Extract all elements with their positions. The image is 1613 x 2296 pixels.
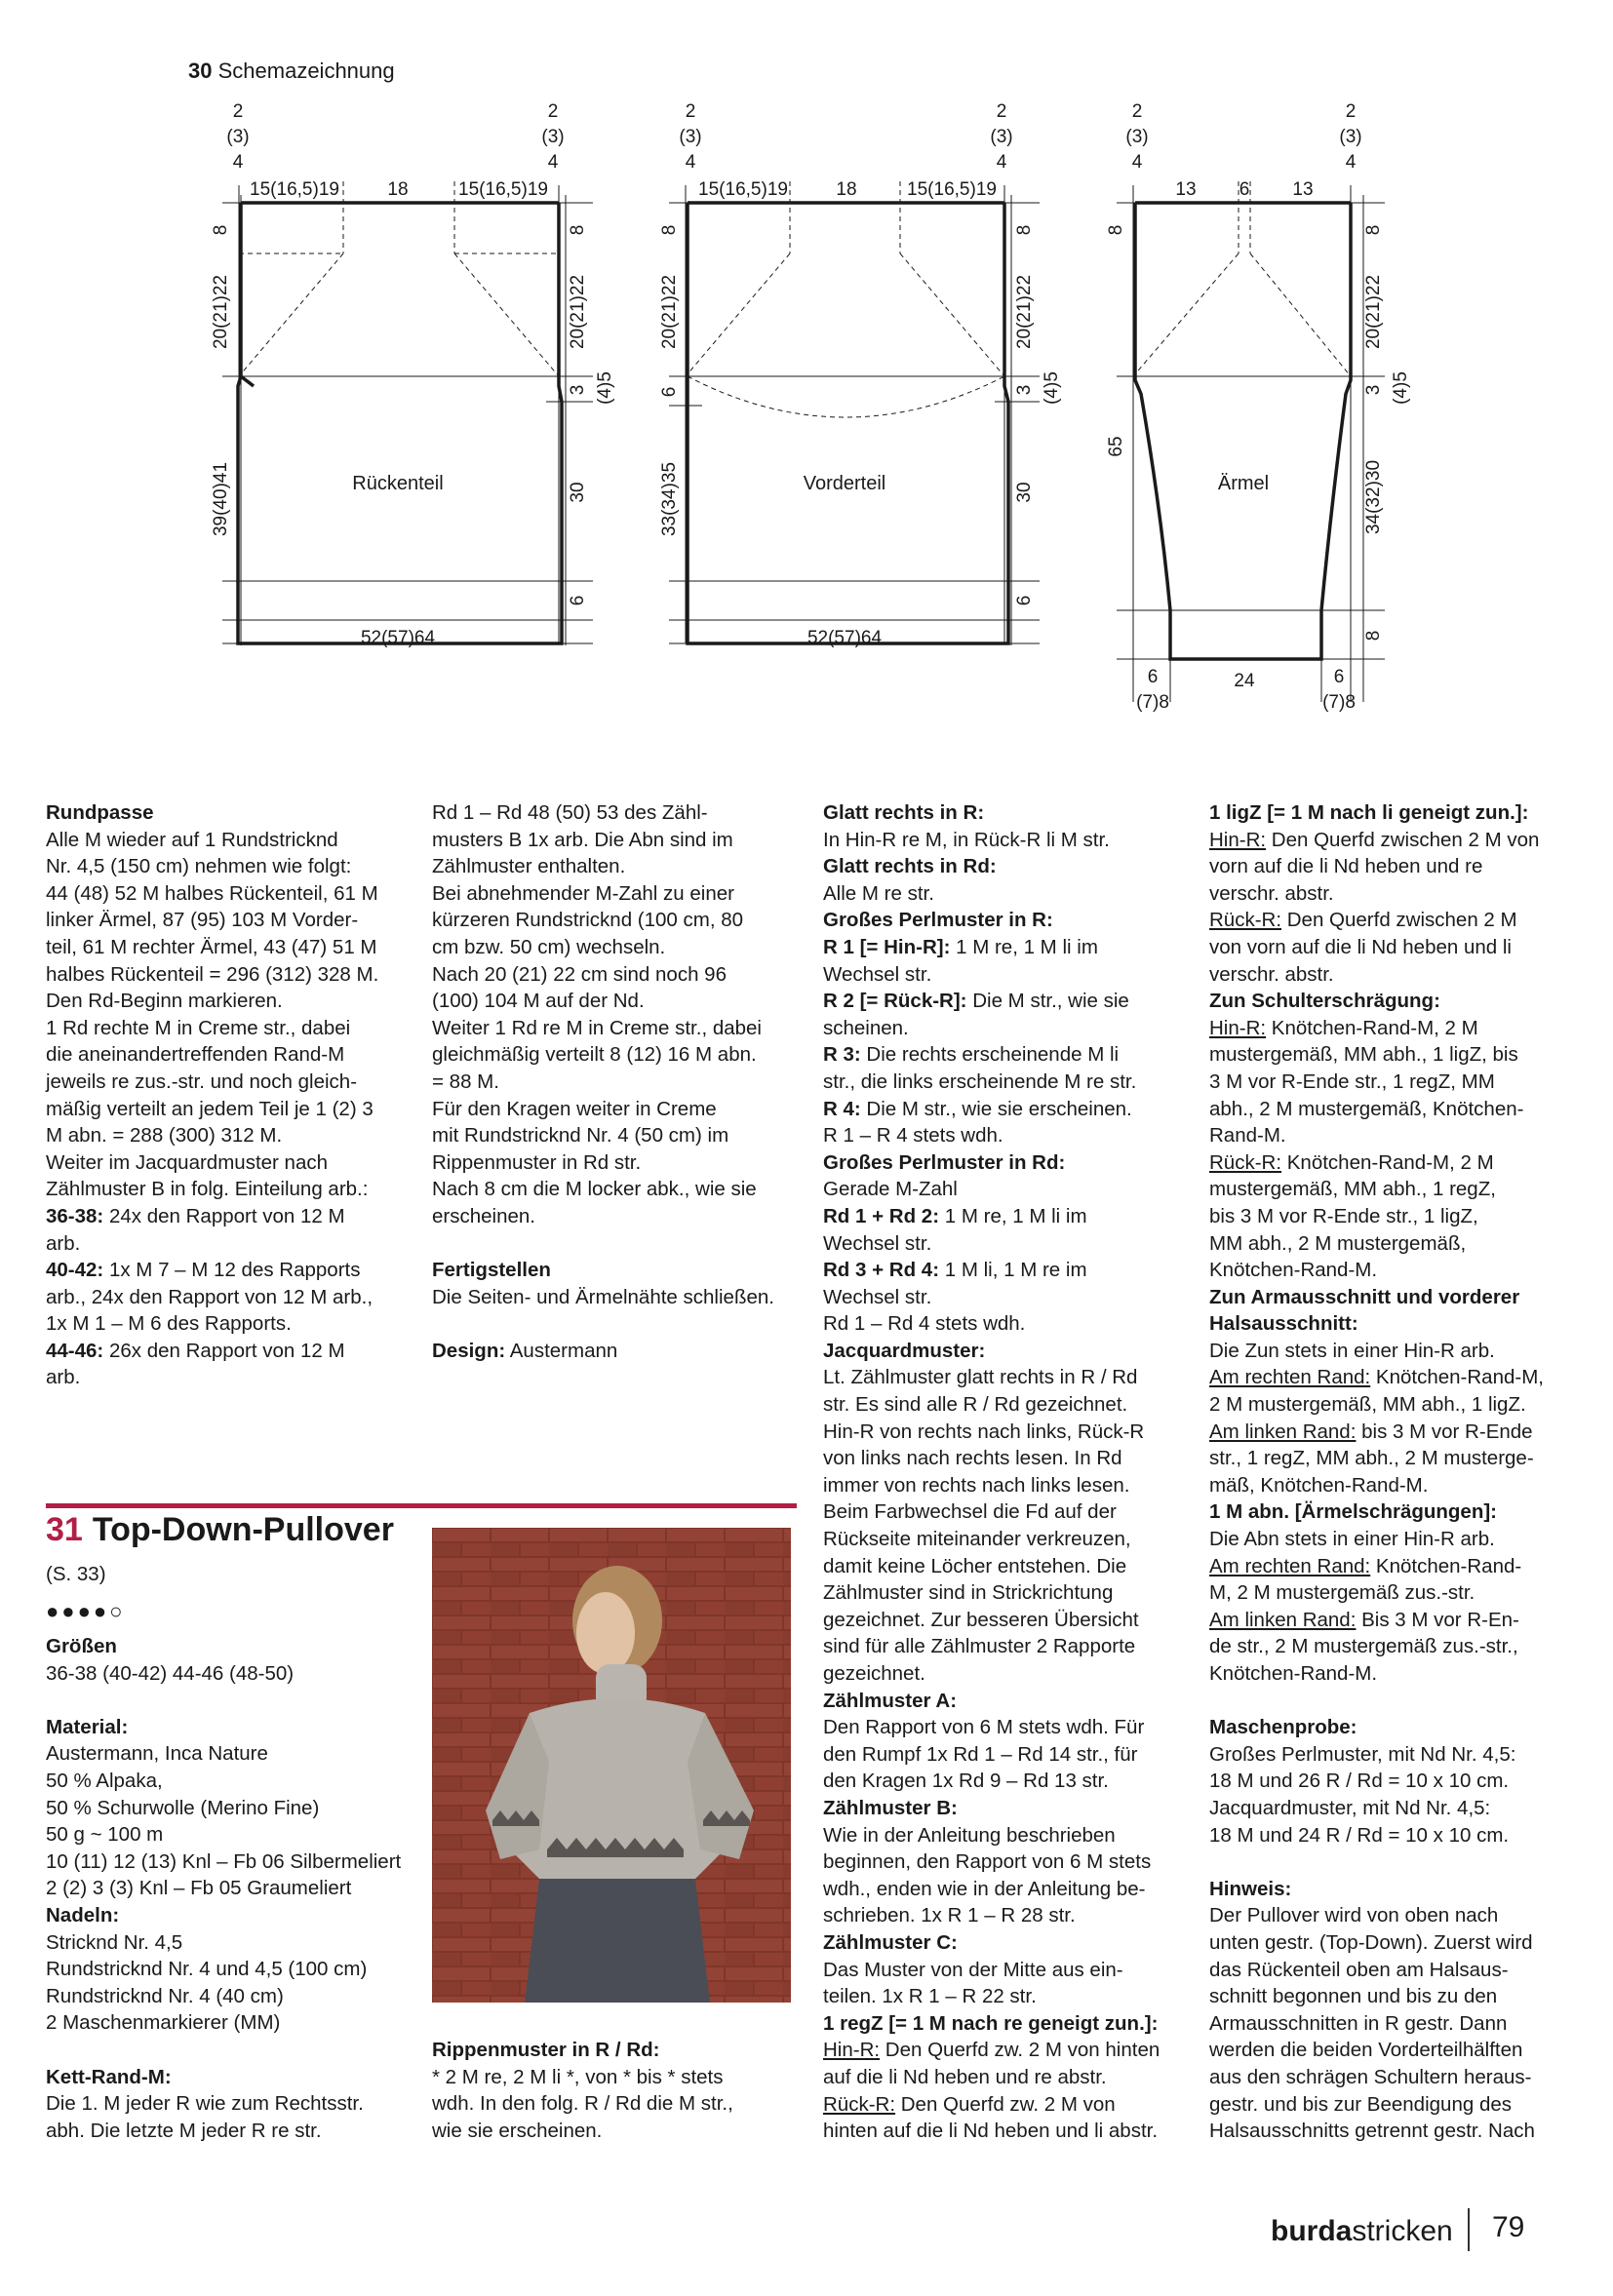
col1-line: arb. (46, 1366, 81, 1389)
back-top-right-4: 4 (547, 152, 559, 173)
material-line: 50 % Alpaka, (46, 1769, 163, 1792)
col2-line: Bei abnehmender M-Zahl zu einer (432, 881, 734, 905)
front-top-dim-2: 18 (836, 179, 857, 200)
col1-line: 1x M 1 – M 6 des Rapports. (46, 1312, 292, 1336)
zaehlmuster-b-line: Wie in der Anleitung beschrieben (823, 1823, 1116, 1847)
front-left-33-35: 33(34)35 (659, 461, 680, 537)
maschenprobe-line: Großes Perlmuster, mit Nd Nr. 4,5: (1209, 1742, 1516, 1766)
back-right-20-22: 20(21)22 (568, 274, 588, 350)
armausschnitt-left: Am linken Rand: bis 3 M vor R-Ende (1209, 1420, 1533, 1443)
armausschnitt-right-cont: 2 M mustergemäß, MM abh., 1 ligZ. (1209, 1393, 1526, 1417)
sleeve-bottom-mid-24: 24 (1234, 671, 1255, 691)
hinweis-line: schnitt begonnen und bis zu den (1209, 1985, 1498, 2008)
abnahme-right-cont: M, 2 M mustergemäß zus.-str. (1209, 1581, 1475, 1605)
sleeve-bottom-right-6: 6 (1333, 667, 1345, 687)
sleeve-left-65: 65 (1106, 436, 1126, 457)
col2-line: erscheinen. (432, 1204, 535, 1227)
hinweis-heading: Hinweis: (1209, 1877, 1292, 1900)
ligz-hin-cont: vorn auf die li Nd heben und re (1209, 855, 1483, 878)
page-number: 79 (1492, 2211, 1525, 2243)
col1-line: Den Rd-Beginn markieren. (46, 990, 283, 1013)
sleeve-top-right-2: 2 (1345, 101, 1357, 122)
groessen-text: 36-38 (40-42) 44-46 (48-50) (46, 1661, 295, 1685)
material-line: 2 (2) 3 (3) Knl – Fb 05 Graumeliert (46, 1877, 352, 1900)
column-4 (1209, 799, 1575, 2145)
sleeve-diagram (1117, 181, 1385, 702)
col2-line: Rd 1 – Rd 48 (50) 53 des Zähl- (432, 801, 708, 824)
front-top-right-2: 2 (996, 101, 1007, 122)
pattern-title (46, 1511, 394, 1549)
col2-line: Weiter 1 Rd re M in Creme str., dabei (432, 1016, 762, 1039)
col1-line: die aneinandertreffenden Rand-M (46, 1043, 345, 1067)
front-right-3: 3 (1014, 384, 1035, 396)
zaehlmuster-b-line: wdh., enden wie in der Anleitung be- (823, 1877, 1146, 1900)
material-line: 50 % Schurwolle (Merino Fine) (46, 1796, 320, 1819)
material-line: 50 g ~ 100 m (46, 1823, 164, 1847)
glatt-r-text: In Hin-R re M, in Rück-R li M str. (823, 828, 1110, 851)
zaehlmuster-b-heading: Zählmuster B: (823, 1796, 958, 1819)
hinweis-line: gestr. und bis zur Beendigung des (1209, 2092, 1512, 2116)
front-panel-diagram (669, 181, 1040, 645)
jacquard-line: von links nach rechts lesen. In Rd (823, 1447, 1122, 1470)
jacquard-line: Zählmuster sind in Strickrichtung (823, 1581, 1114, 1605)
magazine-brand: burdastricken (1271, 2215, 1453, 2247)
jacquard-line: Lt. Zählmuster glatt rechts in R / Rd (823, 1366, 1138, 1389)
armausschnitt-text: Die Zun stets in einer Hin-R arb. (1209, 1339, 1495, 1362)
rippenmuster-line: wie sie erscheinen. (432, 2119, 603, 2142)
schulter-hin-cont: abh., 2 M mustergemäß, Knötchen- (1209, 1097, 1524, 1120)
armausschnitt-left-cont: mäß, Knötchen-Rand-M. (1209, 1473, 1429, 1497)
armausschnitt-right: Am rechten Rand: Knötchen-Rand-M, (1209, 1366, 1544, 1389)
col2-line: Nach 20 (21) 22 cm sind noch 96 (432, 962, 727, 986)
regz-rueck: Rück-R: Den Querfd zw. 2 M von (823, 2092, 1116, 2116)
sleeve-top-dim-3: 13 (1292, 179, 1314, 200)
front-left-8: 8 (659, 224, 680, 236)
sleeve-right-20-22: 20(21)22 (1363, 274, 1384, 350)
column-3 (823, 799, 1189, 2145)
perl-r3-cont: str., die links erscheinende M re str. (823, 1070, 1137, 1093)
maschenprobe-heading: Maschenprobe: (1209, 1716, 1357, 1739)
nadeln-heading: Nadeln: (46, 1903, 120, 1926)
schulter-rueck: Rück-R: Knötchen-Rand-M, 2 M (1209, 1150, 1494, 1174)
perl-rd-heading: Großes Perlmuster in Rd: (823, 1150, 1066, 1174)
sleeve-top-right-3: (3) (1339, 127, 1362, 147)
back-left-8: 8 (211, 224, 231, 236)
front-right-4-5: (4)5 (1042, 371, 1062, 405)
col2-line: Nach 8 cm die M locker abk., wie sie (432, 1178, 757, 1201)
abnahme-left-cont: de str., 2 M mustergemäß zus.-str., (1209, 1635, 1518, 1658)
col1-line: Weiter im Jacquardmuster nach (46, 1150, 329, 1174)
back-top-left-3: (3) (226, 127, 250, 147)
col1-line: Alle M wieder auf 1 Rundstricknd (46, 828, 338, 851)
col1-line: Zählmuster B in folg. Einteilung arb.: (46, 1178, 369, 1201)
perl-r3: R 3: Die rechts erscheinende M li (823, 1043, 1120, 1067)
schulter-rueck-cont: Knötchen-Rand-M. (1209, 1259, 1378, 1282)
zaehlmuster-b-line: schrieben. 1x R 1 – R 28 str. (823, 1904, 1076, 1927)
col1-line: halbes Rückenteil = 296 (312) 328 M. (46, 962, 379, 986)
diagram-labels (211, 101, 1411, 713)
jacquard-line: gezeichnet. Zur besseren Übersicht (823, 1608, 1139, 1631)
size-44-46: 44-46: 26x den Rapport von 12 M (46, 1339, 345, 1362)
perl-rd12: Rd 1 + Rd 2: 1 M re, 1 M li im (823, 1204, 1087, 1227)
front-right-30: 30 (1014, 482, 1035, 503)
back-left-20-22: 20(21)22 (211, 274, 231, 350)
rippenmuster-heading: Rippenmuster in R / Rd: (432, 2039, 660, 2061)
zaehlmuster-c-line: teilen. 1x R 1 – R 22 str. (823, 1985, 1037, 2008)
abnahme-heading: 1 M abn. [Ärmelschrägungen]: (1209, 1500, 1498, 1524)
perl-r-heading: Großes Perlmuster in R: (823, 909, 1053, 932)
pattern-number: 31 (46, 1511, 83, 1548)
col2-line: Zählmuster enthalten. (432, 855, 626, 878)
kett-rand-line: Die 1. M jeder R wie zum Rechtsstr. (46, 2092, 364, 2116)
zaehlmuster-a-line: Den Rapport von 6 M stets wdh. Für (823, 1716, 1145, 1739)
hinweis-line: das Rückenteil oben am Halsaus- (1209, 1958, 1509, 1981)
pullover-photo (432, 1528, 791, 2003)
schulter-hin-cont: 3 M vor R-Ende str., 1 regZ, MM (1209, 1070, 1495, 1093)
column-2 (432, 799, 798, 1364)
zaehlmuster-a-line: den Rumpf 1x Rd 1 – Rd 14 str., für (823, 1742, 1138, 1766)
schulter-rueck-cont: MM abh., 2 M mustergemäß, (1209, 1231, 1467, 1255)
sleeve-right-8: 8 (1363, 224, 1384, 236)
back-top-right-3: (3) (541, 127, 565, 147)
perl-rd34-cont: Wechsel str. (823, 1285, 932, 1308)
regz-heading: 1 regZ [= 1 M nach re geneigt zun.]: (823, 2011, 1159, 2035)
nadeln-line: Stricknd Nr. 4,5 (46, 1930, 183, 1954)
front-bottom-dim: 52(57)64 (806, 628, 883, 648)
abnahme-left: Am linken Rand: Bis 3 M vor R-En- (1209, 1608, 1519, 1631)
jacquard-line: immer von rechts nach links lesen. (823, 1473, 1130, 1497)
column-1-materials (46, 1633, 407, 2144)
front-top-left-3: (3) (679, 127, 702, 147)
regz-hin-cont: auf die li Nd heben und re abstr. (823, 2065, 1107, 2088)
page-reference: (S. 33) (46, 1563, 106, 1585)
zaehlmuster-c-line: Das Muster von der Mitte aus ein- (823, 1958, 1123, 1981)
perl-rd-repeat: Rd 1 – Rd 4 stets wdh. (823, 1312, 1026, 1336)
col2-line: mit Rundstricknd Nr. 4 (50 cm) im (432, 1124, 729, 1148)
back-right-4-5: (4)5 (595, 371, 615, 405)
col2-line: kürzeren Rundstricknd (100 cm, 80 (432, 909, 744, 932)
back-top-left-4: 4 (232, 152, 244, 173)
col2-line: (100) 104 M auf der Nd. (432, 990, 645, 1013)
jacquard-line: Rückseite miteinander verkreuzen, (823, 1528, 1131, 1551)
back-top-dim-1: 15(16,5)19 (250, 179, 339, 200)
hinweis-line: werden die beiden Vorderteilhälften (1209, 2039, 1523, 2062)
schulter-hin-cont: mustergemäß, MM abh., 1 ligZ, bis (1209, 1043, 1518, 1067)
sleeve-bottom-left-7-8: (7)8 (1136, 692, 1169, 713)
perl-r1: R 1 [= Hin-R]: 1 M re, 1 M li im (823, 935, 1098, 958)
perl-r2-cont: scheinen. (823, 1016, 909, 1039)
sleeve-left-8: 8 (1106, 224, 1126, 236)
col1-line: 1 Rd rechte M in Creme str., dabei (46, 1016, 351, 1039)
perl-rd12-cont: Wechsel str. (823, 1231, 932, 1255)
pattern-name: Top-Down-Pullover (92, 1511, 394, 1548)
zaehlmuster-c-heading: Zählmuster C: (823, 1930, 958, 1954)
nadeln-line: Rundstricknd Nr. 4 (40 cm) (46, 1984, 284, 2007)
glatt-r-heading: Glatt rechts in R: (823, 801, 985, 824)
perl-r-repeat: R 1 – R 4 stets wdh. (823, 1124, 1003, 1148)
ligz-hin-cont: verschr. abstr. (1209, 881, 1334, 905)
sleeve-top-left-4: 4 (1131, 152, 1143, 173)
col1-line: linker Ärmel, 87 (95) 103 M Vorder- (46, 909, 359, 932)
glatt-rd-text: Alle M re str. (823, 881, 934, 905)
sleeve-right-4-5: (4)5 (1391, 371, 1411, 405)
back-right-3: 3 (568, 384, 588, 396)
front-top-dim-1: 15(16,5)19 (698, 179, 788, 200)
nadeln-line: Rundstricknd Nr. 4 und 4,5 (100 cm) (46, 1958, 368, 1981)
back-bottom-dim: 52(57)64 (360, 628, 436, 648)
sleeve-label: Ärmel (1217, 473, 1270, 494)
jacquard-line: damit keine Löcher entstehen. Die (823, 1554, 1127, 1577)
front-top-right-4: 4 (996, 152, 1007, 173)
maschenprobe-line: 18 M und 26 R / Rd = 10 x 10 cm. (1209, 1770, 1510, 1793)
back-left-39-41: 39(40)41 (211, 461, 231, 537)
material-heading: Material: (46, 1715, 129, 1738)
hinweis-line: Halsausschnitts getrennt gestr. Nach (1209, 2120, 1535, 2143)
jacquard-line: Hin-R von rechts nach links, Rück-R (823, 1420, 1145, 1443)
armausschnitt-heading-cont: Halsausschnitt: (1209, 1312, 1358, 1336)
size-36-38: 36-38: 24x den Rapport von 12 M (46, 1204, 345, 1227)
sleeve-top-dim-2: 6 (1239, 179, 1250, 200)
schulter-hin: Hin-R: Knötchen-Rand-M, 2 M (1209, 1016, 1478, 1039)
schulter-rueck-cont: mustergemäß, MM abh., 1 regZ, (1209, 1178, 1496, 1201)
back-top-right-2: 2 (547, 101, 559, 122)
col1-line: 44 (48) 52 M halbes Rückenteil, 61 M (46, 881, 378, 905)
sleeve-right-3: 3 (1363, 384, 1384, 396)
jacquard-heading: Jacquardmuster: (823, 1339, 986, 1362)
jacquard-line: Beim Farbwechsel die Fd auf der (823, 1500, 1117, 1524)
perl-rd-even: Gerade M-Zahl (823, 1178, 958, 1201)
col1-line: teil, 61 M rechter Ärmel, 43 (47) 51 M (46, 935, 377, 958)
col1-line: M abn. = 288 (300) 312 M. (46, 1124, 283, 1148)
column-1 (46, 799, 407, 1391)
material-line: 10 (11) 12 (13) Knl – Fb 06 Silbermeliert (46, 1849, 402, 1873)
hinweis-line: Armausschnitten in R gestr. Dann (1209, 2011, 1508, 2035)
pullover-photo-illustration (432, 1528, 791, 2003)
back-panel-diagram (222, 181, 593, 645)
difficulty-rating: ●●●●○ (46, 1599, 126, 1623)
section-divider (46, 1503, 797, 1508)
front-top-left-2: 2 (685, 101, 696, 122)
col1-line: arb., 24x den Rapport von 12 M arb., (46, 1285, 374, 1308)
front-right-20-22: 20(21)22 (1014, 274, 1035, 350)
material-line: Austermann, Inca Nature (46, 1742, 268, 1766)
rippenmuster-line: * 2 M re, 2 M li *, von * bis * stets (432, 2065, 724, 2088)
zaehlmuster-a-heading: Zählmuster A: (823, 1689, 958, 1712)
groessen-heading: Größen (46, 1635, 117, 1657)
zaehlmuster-a-line: den Kragen 1x Rd 9 – Rd 13 str. (823, 1770, 1109, 1793)
front-top-right-3: (3) (990, 127, 1013, 147)
front-right-8: 8 (1014, 224, 1035, 236)
abnahme-left-cont: Knötchen-Rand-M. (1209, 1662, 1378, 1685)
back-top-dim-2: 18 (387, 179, 409, 200)
col1-line: arb. (46, 1231, 81, 1255)
front-top-dim-3: 15(16,5)19 (907, 179, 997, 200)
sleeve-top-right-4: 4 (1345, 152, 1357, 173)
regz-rueck-cont: hinten auf die li Nd heben und li abstr. (823, 2120, 1159, 2143)
sleeve-top-dim-1: 13 (1175, 179, 1197, 200)
schulter-rueck-cont: bis 3 M vor R-Ende str., 1 ligZ, (1209, 1204, 1478, 1227)
footer-divider (1468, 2208, 1470, 2251)
sleeve-bottom-left-6: 6 (1147, 667, 1159, 687)
jacquard-line: sind für alle Zählmuster 2 Rapporte (823, 1635, 1136, 1658)
size-40-42: 40-42: 1x M 7 – M 12 des Rapports (46, 1259, 361, 1282)
schulter-hin-cont: Rand-M. (1209, 1124, 1286, 1148)
zaehlmuster-b-line: beginnen, den Rapport von 6 M stets (823, 1850, 1152, 1874)
sleeve-top-left-3: (3) (1125, 127, 1149, 147)
rippenmuster-block (432, 2037, 798, 2144)
abnahme-right: Am rechten Rand: Knötchen-Rand- (1209, 1554, 1522, 1577)
col2-line: Rippenmuster in Rd str. (432, 1150, 642, 1174)
back-right-6: 6 (568, 595, 588, 606)
sleeve-right-34-30: 34(32)30 (1363, 459, 1384, 535)
col1-line: mäßig verteilt an jedem Teil je 1 (2) 3 (46, 1097, 374, 1120)
front-left-6: 6 (659, 386, 680, 398)
back-top-dim-3: 15(16,5)19 (458, 179, 548, 200)
fertigstellen-heading: Fertigstellen (432, 1259, 551, 1282)
ligz-rueck-cont: von vorn auf die li Nd heben und li (1209, 935, 1512, 958)
front-top-left-4: 4 (685, 152, 696, 173)
maschenprobe-line: 18 M und 24 R / Rd = 10 x 10 cm. (1209, 1823, 1510, 1847)
design-credit: Design: Austermann (432, 1339, 618, 1362)
back-label: Rückenteil (352, 473, 444, 494)
back-right-30: 30 (568, 482, 588, 503)
armausschnitt-heading: Zun Armausschnitt und vorderer (1209, 1285, 1520, 1308)
ligz-rueck-cont: verschr. abstr. (1209, 962, 1334, 986)
perl-r2: R 2 [= Rück-R]: Die M str., wie sie (823, 990, 1129, 1013)
sleeve-right-bottom-8: 8 (1363, 630, 1384, 642)
abnahme-text: Die Abn stets in einer Hin-R arb. (1209, 1528, 1495, 1551)
sleeve-top-left-2: 2 (1131, 101, 1143, 122)
schematic-drawings (0, 0, 1613, 741)
section-title: Schemazeichnung (217, 58, 395, 83)
hinweis-line: Der Pullover wird von oben nach (1209, 1904, 1499, 1927)
rippenmuster-line: wdh. In den folg. R / Rd die M str., (432, 2092, 733, 2116)
sleeve-bottom-right-7-8: (7)8 (1322, 692, 1356, 713)
nadeln-line: 2 Maschenmarkierer (MM) (46, 2011, 281, 2035)
maschenprobe-line: Jacquardmuster, mit Nd Nr. 4,5: (1209, 1796, 1491, 1819)
ligz-rueck: Rück-R: Den Querfd zwischen 2 M (1209, 909, 1517, 932)
jacquard-line: gezeichnet. (823, 1662, 925, 1685)
armausschnitt-left-cont: str., 1 regZ, MM abh., 2 M musterge- (1209, 1447, 1534, 1470)
col2-line: = 88 M. (432, 1070, 499, 1093)
col2-line: gleichmäßig verteilt 8 (12) 16 M abn. (432, 1043, 757, 1067)
front-right-6: 6 (1014, 595, 1035, 606)
hinweis-line: aus den schrägen Schultern heraus- (1209, 2065, 1532, 2088)
front-label: Vorderteil (803, 473, 886, 494)
perl-r1-cont: Wechsel str. (823, 962, 932, 986)
col2-line: Für den Kragen weiter in Creme (432, 1097, 717, 1120)
col1-line: Nr. 4,5 (150 cm) nehmen wie folgt: (46, 855, 352, 878)
ligz-hin: Hin-R: Den Querfd zwischen 2 M von (1209, 828, 1540, 851)
jacquard-line: str. Es sind alle R / Rd gezeichnet. (823, 1393, 1128, 1417)
section-number: 30 (188, 58, 213, 83)
col2-line: cm bzw. 50 cm) wechseln. (432, 935, 666, 958)
back-top-left-2: 2 (232, 101, 244, 122)
hinweis-line: unten gestr. (Top-Down). Zuerst wird (1209, 1930, 1533, 1954)
regz-hin: Hin-R: Den Querfd zw. 2 M von hinten (823, 2039, 1161, 2062)
glatt-rd-heading: Glatt rechts in Rd: (823, 855, 997, 878)
fertigstellen-text: Die Seiten- und Ärmelnähte schließen. (432, 1285, 774, 1308)
ligz-heading: 1 ligZ [= 1 M nach li geneigt zun.]: (1209, 801, 1529, 824)
kett-rand-heading: Kett-Rand-M: (46, 2065, 172, 2088)
perl-r4: R 4: Die M str., wie sie erscheinen. (823, 1097, 1132, 1120)
kett-rand-line: abh. Die letzte M jeder R re str. (46, 2119, 322, 2142)
perl-rd34: Rd 3 + Rd 4: 1 M li, 1 M re im (823, 1259, 1087, 1282)
back-right-8: 8 (568, 224, 588, 236)
front-left-20-22: 20(21)22 (659, 274, 680, 350)
col1-line: jeweils re zus.-str. und noch gleich- (46, 1070, 358, 1093)
rundpasse-heading: Rundpasse (46, 801, 154, 824)
schulter-heading: Zun Schulterschrägung: (1209, 990, 1440, 1013)
col2-line: musters B 1x arb. Die Abn sind im (432, 828, 733, 851)
